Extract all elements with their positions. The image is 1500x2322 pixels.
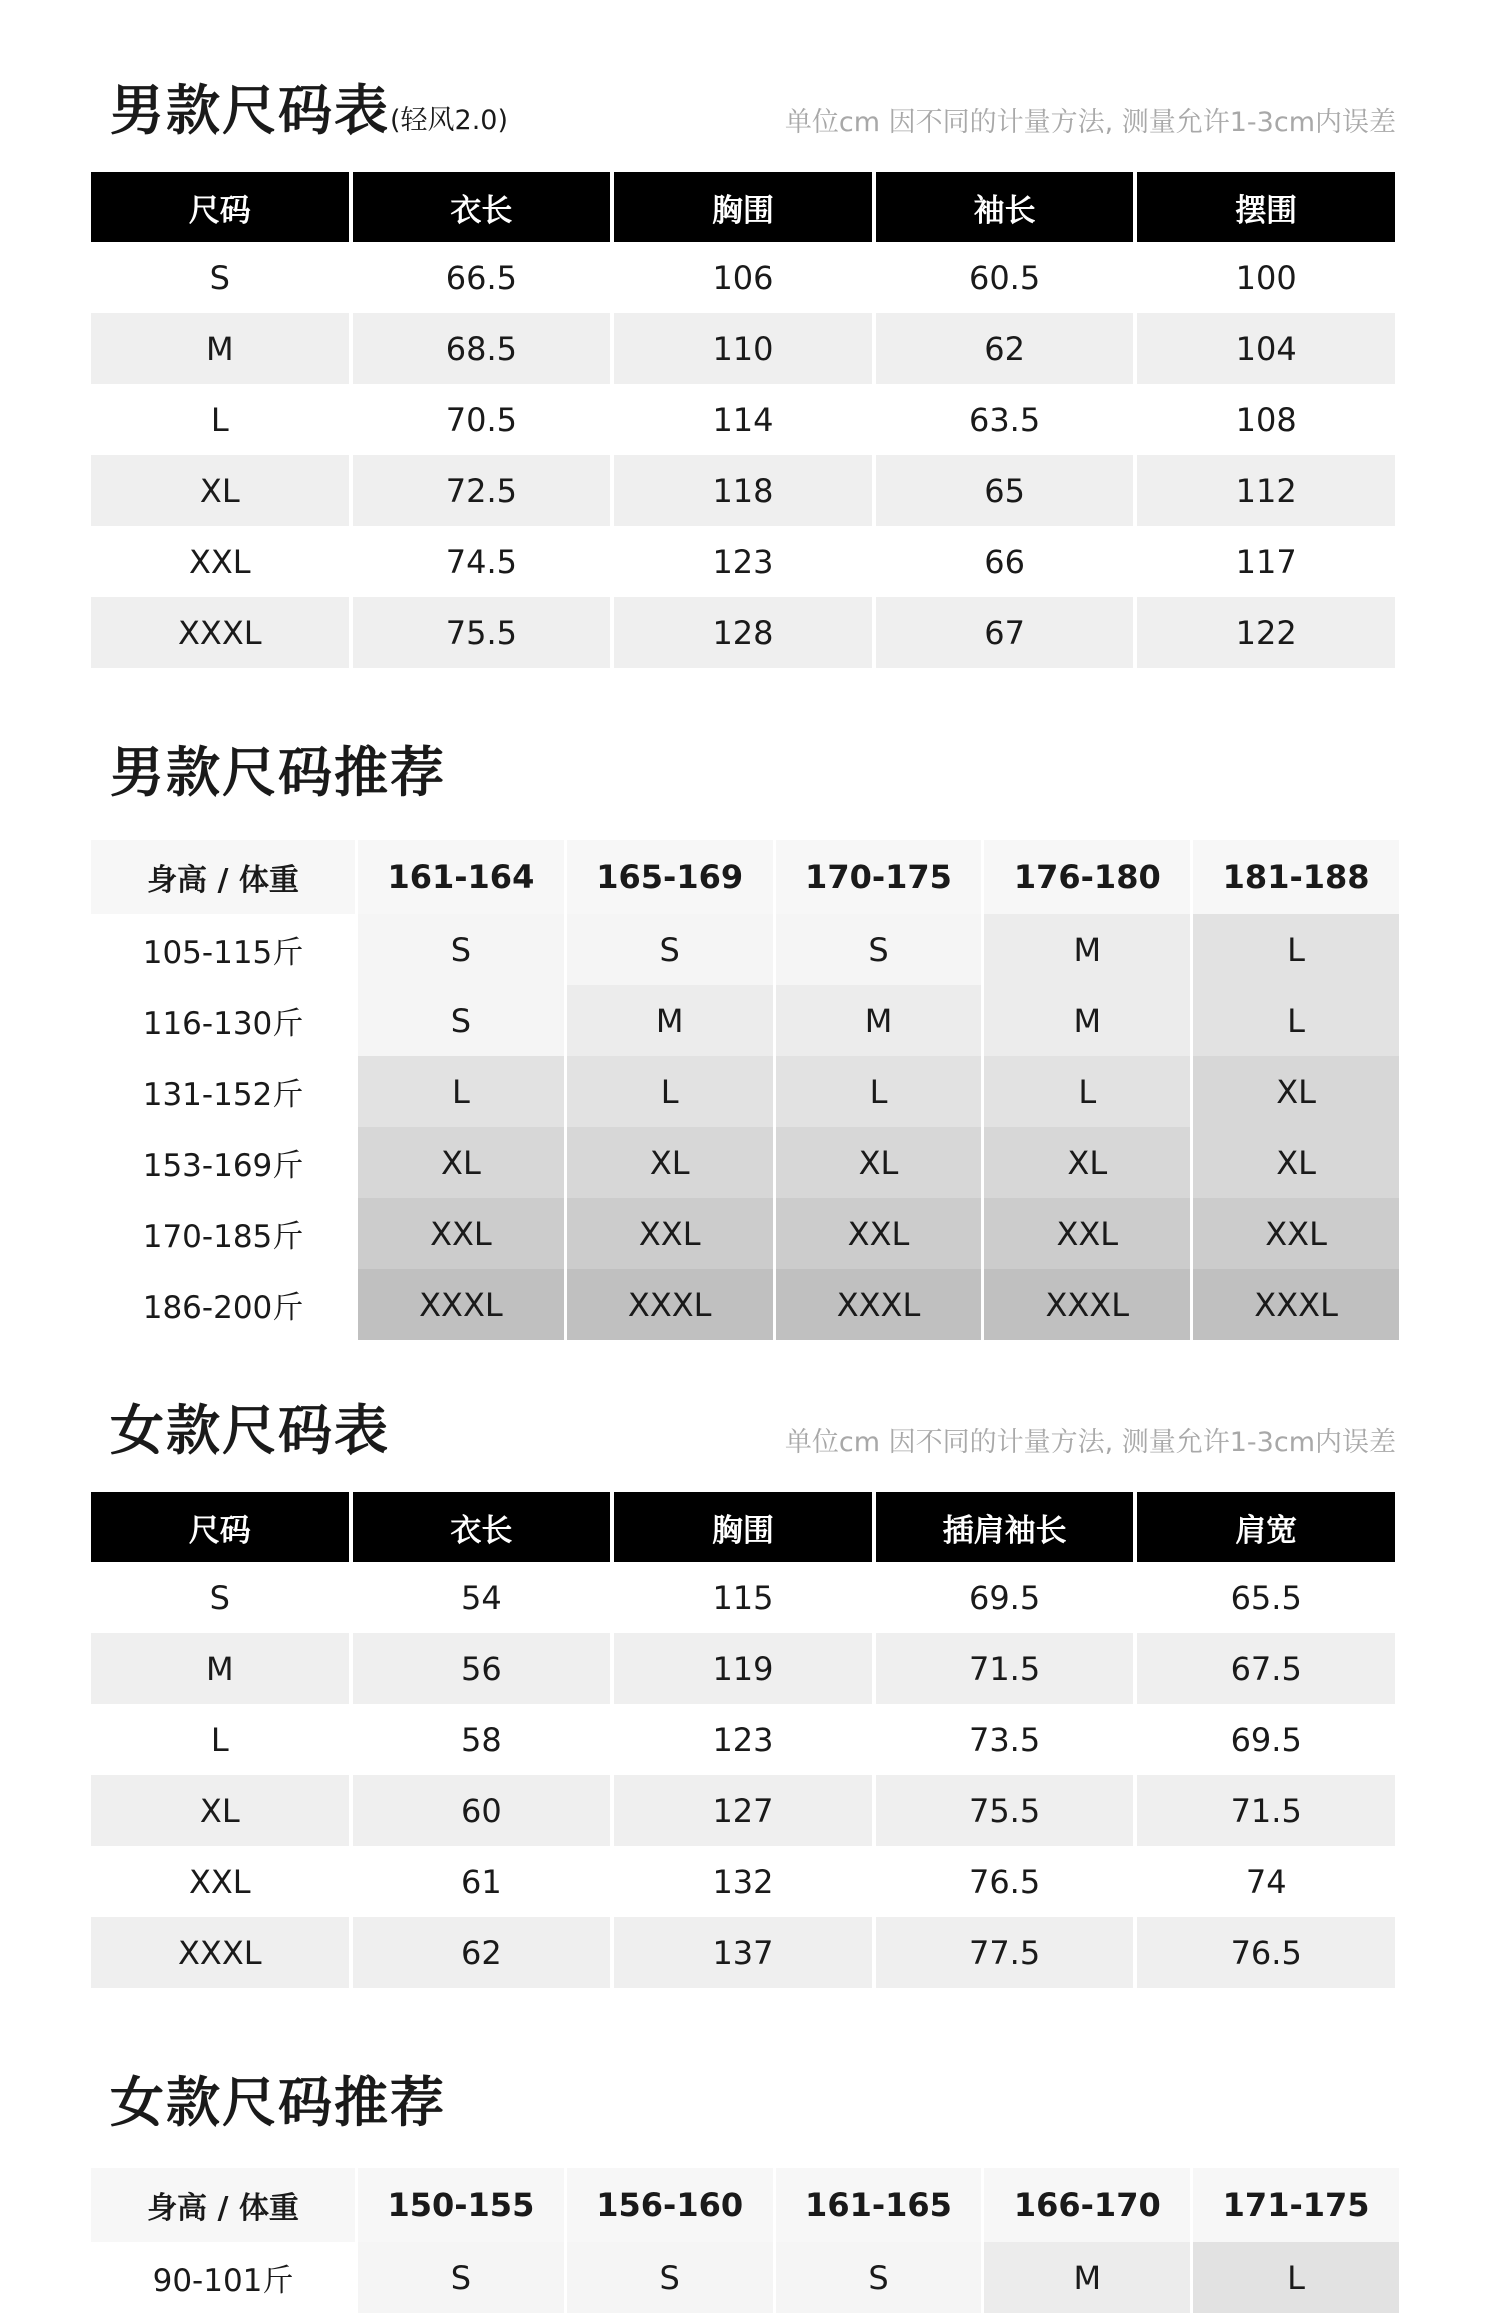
- recommended-size-cell: M: [984, 985, 1190, 1056]
- measure-cell: 110: [614, 313, 872, 384]
- measure-cell: 123: [712, 1720, 774, 1759]
- measure-cell: 115: [712, 1578, 774, 1617]
- measure-cell: 71.5: [876, 1633, 1134, 1704]
- recommended-size-cell: XL: [567, 1127, 773, 1198]
- men-rec-header: [110, 741, 1396, 804]
- weight-range-label: 116-130斤: [91, 985, 355, 1056]
- recommended-size-cell: XL: [984, 1127, 1190, 1198]
- table-header-row: [91, 1492, 1395, 1562]
- size-cell: XXXL: [91, 1917, 349, 1988]
- recommended-size-cell: S: [567, 2242, 773, 2313]
- recommended-size-cell: L: [1193, 914, 1399, 985]
- height-range-header: 150-155: [358, 2168, 564, 2242]
- measure-cell: 122: [1137, 597, 1395, 668]
- measure-cell: 61: [461, 1862, 502, 1901]
- measure-cell: 128: [614, 597, 872, 668]
- height-range-header: 156-160: [567, 2168, 773, 2242]
- weight-range-label: 131-152斤: [91, 1056, 355, 1127]
- measure-cell: 119: [614, 1633, 872, 1704]
- recommended-size-cell: L: [776, 1056, 982, 1127]
- table-row: [91, 1056, 1399, 1127]
- table-row: [91, 1127, 1399, 1198]
- table-header-row: [91, 172, 1395, 242]
- men-size-table: [87, 172, 1399, 668]
- men-rec-title: 男款尺码推荐: [110, 741, 446, 804]
- height-range-header: 181-188: [1193, 840, 1399, 914]
- recommended-size-cell: XXL: [358, 1198, 564, 1269]
- column-header: 尺码: [91, 1492, 349, 1562]
- height-range-header: 176-180: [984, 840, 1190, 914]
- measure-cell: 112: [1137, 455, 1395, 526]
- recommended-size-cell: S: [358, 2242, 564, 2313]
- size-cell: L: [210, 1720, 229, 1759]
- recommended-size-cell: XXXL: [984, 1269, 1190, 1340]
- weight-range-label: 105-115斤: [91, 914, 355, 985]
- size-cell: S: [209, 258, 230, 297]
- recommended-size-cell: XXL: [1193, 1198, 1399, 1269]
- measure-cell: 74: [1245, 1862, 1287, 1901]
- recommended-size-cell: M: [984, 2242, 1190, 2313]
- men-chart-header: [110, 79, 1396, 142]
- column-header: 肩宽: [1137, 1492, 1395, 1562]
- measure-cell: 69.5: [1230, 1720, 1302, 1759]
- measure-cell: 118: [614, 455, 872, 526]
- table-row: [91, 313, 1395, 384]
- table-row: [91, 1633, 1395, 1704]
- height-range-header: 165-169: [567, 840, 773, 914]
- measure-cell: 54: [461, 1578, 502, 1617]
- table-row: [91, 1562, 1395, 1633]
- recommended-size-cell: XL: [358, 1127, 564, 1198]
- measure-cell: 100: [1235, 258, 1297, 297]
- height-range-header: 161-165: [776, 2168, 982, 2242]
- measure-cell: 123: [712, 542, 774, 581]
- weight-range-label: 90-101斤: [91, 2242, 355, 2313]
- height-range-header: 170-175: [776, 840, 982, 914]
- size-cell: M: [91, 1633, 349, 1704]
- measure-cell: 68.5: [353, 313, 611, 384]
- measure-cell: 69.5: [968, 1578, 1041, 1617]
- recommended-size-cell: M: [984, 914, 1190, 985]
- recommended-size-cell: XL: [1193, 1127, 1399, 1198]
- recommended-size-cell: L: [1193, 985, 1399, 1056]
- table-row: [91, 1704, 1395, 1775]
- measure-cell: 66: [984, 542, 1025, 581]
- measure-cell: 70.5: [445, 400, 518, 439]
- recommended-size-cell: XXXL: [776, 1269, 982, 1340]
- table-header-row: [91, 2168, 1399, 2242]
- men-chart-title: [110, 79, 509, 142]
- recommended-size-cell: XL: [776, 1127, 982, 1198]
- measure-cell: 76.5: [1137, 1917, 1395, 1988]
- height-weight-corner: 身高 / 体重: [91, 840, 355, 914]
- column-header: 胸围: [614, 172, 872, 242]
- measure-cell: 62: [876, 313, 1134, 384]
- weight-range-label: 170-185斤: [91, 1198, 355, 1269]
- height-range-header: 161-164: [358, 840, 564, 914]
- measure-cell: 75.5: [876, 1775, 1134, 1846]
- size-cell: L: [210, 400, 229, 439]
- height-range-header: 171-175: [1193, 2168, 1399, 2242]
- measure-cell: 58: [461, 1720, 502, 1759]
- measure-cell: 63.5: [968, 400, 1041, 439]
- recommended-size-cell: XXXL: [358, 1269, 564, 1340]
- measure-cell: 73.5: [968, 1720, 1041, 1759]
- size-cell: XXXL: [91, 597, 349, 668]
- column-header: 袖长: [876, 172, 1134, 242]
- recommended-size-cell: XXXL: [1193, 1269, 1399, 1340]
- weight-range-label: 186-200斤: [91, 1269, 355, 1340]
- table-row: [91, 1917, 1395, 1988]
- column-header: 衣长: [353, 1492, 611, 1562]
- size-cell: M: [91, 313, 349, 384]
- column-header: 摆围: [1137, 172, 1395, 242]
- measure-cell: 60.5: [968, 258, 1041, 297]
- women-chart-header: [110, 1399, 1396, 1462]
- size-cell: XXL: [188, 1862, 251, 1901]
- recommended-size-cell: L: [567, 1056, 773, 1127]
- recommended-size-cell: XXL: [776, 1198, 982, 1269]
- measure-cell: 67.5: [1137, 1633, 1395, 1704]
- height-range-header: 166-170: [984, 2168, 1190, 2242]
- table-row: [91, 914, 1399, 985]
- recommended-size-cell: M: [567, 985, 773, 1056]
- measure-cell: 104: [1137, 313, 1395, 384]
- measure-cell: 137: [614, 1917, 872, 1988]
- measure-cell: 75.5: [353, 597, 611, 668]
- recommended-size-cell: XXXL: [567, 1269, 773, 1340]
- measure-cell: 108: [1235, 400, 1297, 439]
- men-recommend-table: [88, 840, 1402, 1340]
- size-cell: XXL: [188, 542, 251, 581]
- recommended-size-cell: S: [776, 2242, 982, 2313]
- table-row: [91, 1846, 1395, 1917]
- recommended-size-cell: S: [358, 985, 564, 1056]
- recommended-size-cell: M: [776, 985, 982, 1056]
- recommended-size-cell: XXL: [567, 1198, 773, 1269]
- column-header: 胸围: [614, 1492, 872, 1562]
- measure-cell: 60: [353, 1775, 611, 1846]
- height-weight-corner: 身高 / 体重: [91, 2168, 355, 2242]
- measure-cell: 117: [1235, 542, 1297, 581]
- table-row: [91, 1775, 1395, 1846]
- women-size-table: [87, 1492, 1399, 1988]
- measure-cell: 65.5: [1230, 1578, 1302, 1617]
- table-row: [91, 2242, 1399, 2313]
- measure-cell: 74.5: [445, 542, 518, 581]
- women-recommend-table: [88, 2168, 1402, 2313]
- table-row: [91, 597, 1395, 668]
- measure-cell: 77.5: [876, 1917, 1134, 1988]
- women-rec-header: [110, 2071, 1396, 2134]
- measure-cell: 72.5: [353, 455, 611, 526]
- table-row: [91, 384, 1395, 455]
- table-row: [91, 1198, 1399, 1269]
- weight-range-label: 153-169斤: [91, 1127, 355, 1198]
- measure-cell: 106: [712, 258, 774, 297]
- women-chart-unit-note: 单位cm 因不同的计量方法, 测量允许1-3cm内误差: [784, 1427, 1396, 1458]
- size-cell: XL: [91, 1775, 349, 1846]
- measure-cell: 127: [614, 1775, 872, 1846]
- table-row: [91, 1269, 1399, 1340]
- column-header: 插肩袖长: [876, 1492, 1134, 1562]
- recommended-size-cell: XL: [1193, 1056, 1399, 1127]
- measure-cell: 67: [876, 597, 1134, 668]
- measure-cell: 62: [353, 1917, 611, 1988]
- table-row: [91, 985, 1399, 1056]
- recommended-size-cell: S: [358, 914, 564, 985]
- measure-cell: 132: [712, 1862, 774, 1901]
- column-header: 衣长: [353, 172, 611, 242]
- table-row: [91, 455, 1395, 526]
- recommended-size-cell: L: [358, 1056, 564, 1127]
- measure-cell: 76.5: [968, 1862, 1041, 1901]
- measure-cell: 66.5: [445, 258, 518, 297]
- women-rec-title: 女款尺码推荐: [110, 2071, 446, 2134]
- men-chart-subtitle: (轻风2.0): [390, 105, 509, 136]
- recommended-size-cell: L: [984, 1056, 1190, 1127]
- size-cell: XL: [91, 455, 349, 526]
- size-cell: S: [209, 1578, 230, 1617]
- measure-cell: 56: [353, 1633, 611, 1704]
- table-header-row: [91, 840, 1399, 914]
- women-chart-title: 女款尺码表: [110, 1399, 390, 1462]
- table-row: [91, 526, 1395, 597]
- recommended-size-cell: XXL: [984, 1198, 1190, 1269]
- measure-cell: 71.5: [1137, 1775, 1395, 1846]
- men-chart-unit-note: 单位cm 因不同的计量方法, 测量允许1-3cm内误差: [784, 107, 1396, 138]
- table-row: [91, 242, 1395, 313]
- measure-cell: 65: [876, 455, 1134, 526]
- recommended-size-cell: S: [776, 914, 982, 985]
- column-header: 尺码: [91, 172, 349, 242]
- measure-cell: 114: [712, 400, 774, 439]
- recommended-size-cell: L: [1193, 2242, 1399, 2313]
- men-chart-title-text: 男款尺码表: [110, 79, 390, 142]
- recommended-size-cell: S: [567, 914, 773, 985]
